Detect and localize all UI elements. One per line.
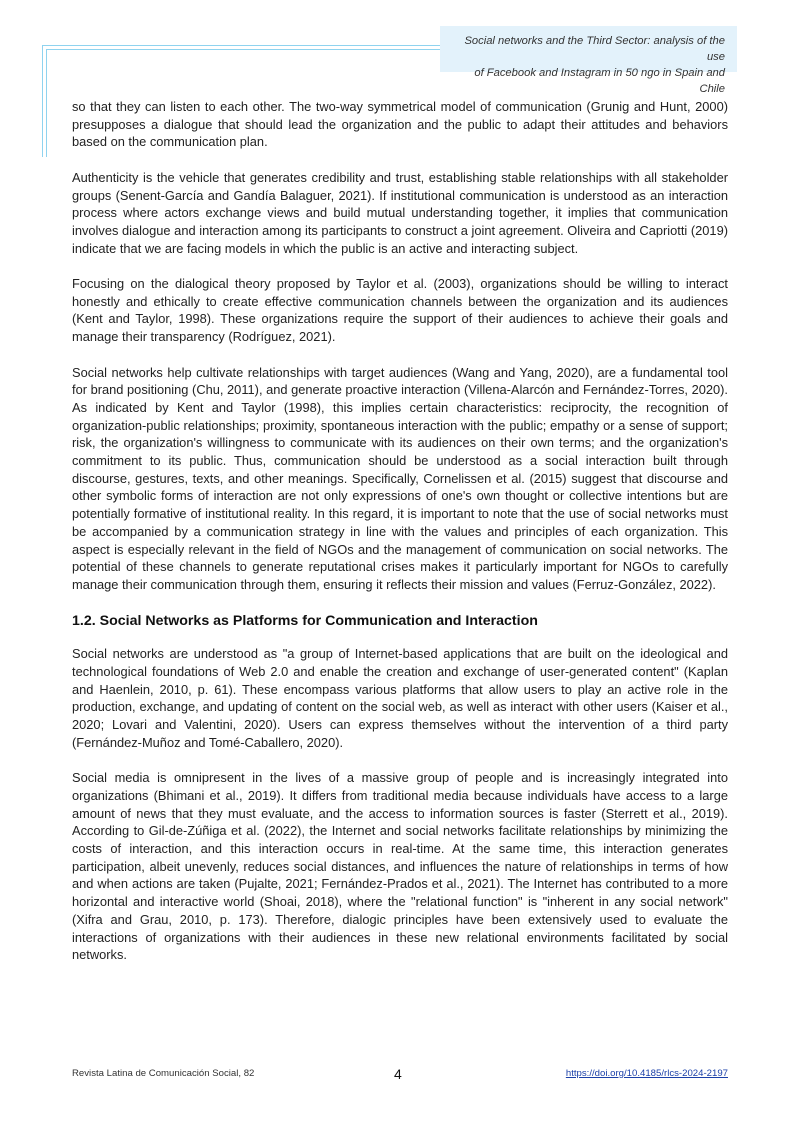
section-heading: 1.2. Social Networks as Platforms for Communication and Interaction: [72, 613, 538, 630]
decorative-line: [42, 45, 43, 157]
journal-name: Revista Latina de Comunicación Social, 82: [72, 1068, 255, 1079]
paragraph: Social networks help cultivate relationships with target audiences (Wang and Yang, 2020), are a fundamental tool for brand positioning (Chu, 2011), and generate proactive interaction (Villena-Alarcón and Fernández-Torres, 2020). As indicated by Kent and Taylor (1998), this implies certain characteristics: reciprocity, the recognition of organization-public relationships; proximity, spontaneous interaction with the public; empathy or a sense of support; risk, the organization's willingness to communicate with its audiences on their own terms; and the organization's commitment to its public. Thus, communication should be understood as a social interaction built through discourse, gestures, texts, and other meanings. Specifically, Cornelissen et al. (2015) suggest that discourse and other symbolic forms of interaction are not only expressions of one's own thought or collective intentions but are potentially formative of institutional reality. In this regard, it is important to note that the use of social networks must be accompanied by a communication strategy in line with the values and principles of each organization. This aspect is especially relevant in the field of NGOs and the management of communication on social networks. The potential of these channels to generate reputational crises makes it particularly important for NGOs to carefully manage their communication through them, ensuring it reflects their mission and values (Ferruz-González, 2022).: [72, 364, 728, 592]
paragraph: so that they can listen to each other. The two-way symmetrical model of communication (Grunig and Hunt, 2000) presupposes a dialogue that should lead the organization and the public to adapt their attitudes and behaviors based on the communication plan.: [72, 99, 728, 150]
article-body: [72, 98, 728, 982]
decorative-line: [42, 45, 440, 46]
decorative-line: [46, 49, 47, 157]
running-header-line-1: Social networks and the Third Sector: analysis of the use: [464, 35, 725, 63]
doi-link[interactable]: https://doi.org/10.4185/rlcs-2024-2197: [565, 1068, 728, 1079]
running-header: [440, 26, 737, 95]
decorative-line: [46, 49, 440, 50]
paragraph: Focusing on the dialogical theory proposed by Taylor et al. (2003), organizations should be willing to interact honestly and ethically to create effective communication channels between the organization and its audiences (Kent and Taylor, 1998). These organizations require the support of their audiences to achieve their goals and manage their transparency (Rodríguez, 2021).: [72, 276, 728, 345]
paragraph: Authenticity is the vehicle that generates credibility and trust, establishing stable relationships with all stakeholder groups (Senent-García and Gandía Balaguer, 2021). If institutional communication is understood as an interaction process where actors exchange views and build mutual understanding together, it implies that communication involves dialogue and interaction among its participants to construct a joint agreement. Oliveira and Capriotti (2019) indicate that we are facing models in which the public is an active and interacting subject.: [72, 169, 728, 256]
paragraph: Social networks are understood as "a group of Internet-based applications that are built on the ideological and technological foundations of Web 2.0 and enable the creation and exchange of user-generated content" (Kaplan and Haenlein, 2010, p. 61). These encompass various platforms that allow users to play an active role in the production, exchange, and updating of content on the social web, as well as interact with other users (Kaiser et al., 2020; Lovari and Valentini, 2020). Users can express themselves without the intervention of a third party (Fernández-Muñoz and Tomé-Caballero, 2020).: [72, 646, 728, 750]
paragraph: Social media is omnipresent in the lives of a massive group of people and is increasingly integrated into organizations (Bhimani et al., 2019). It differs from traditional media because individuals have access to a large amount of news that they must evaluate, and the access to information sources is faster (Sterrett et al., 2019). According to Gil-de-Zúñiga et al. (2022), the Internet and social networks facilitate relationships by minimizing the costs of interaction, and this interaction occurs in real-time. At the same time, this interaction generates participation, albeit unevenly, reduces social distances, and influences the nature of relationships in terms of how and when actions are taken (Pujalte, 2021; Fernández-Prados et al., 2021). The Internet has contributed to a more horizontal and interactive world (Shoai, 2018), where the "relational function" is "inherent in any social network" (Xifra and Grau, 2010, p. 173). Therefore, dialogic principles have been extensively used to evaluate the interactions of organizations with their audiences in these new relational environments facilitated by social networks.: [72, 770, 728, 963]
page-number: 4: [394, 1066, 402, 1082]
running-header-line-2: of Facebook and Instagram in 50 ngo in Spain and Chile: [474, 67, 725, 95]
